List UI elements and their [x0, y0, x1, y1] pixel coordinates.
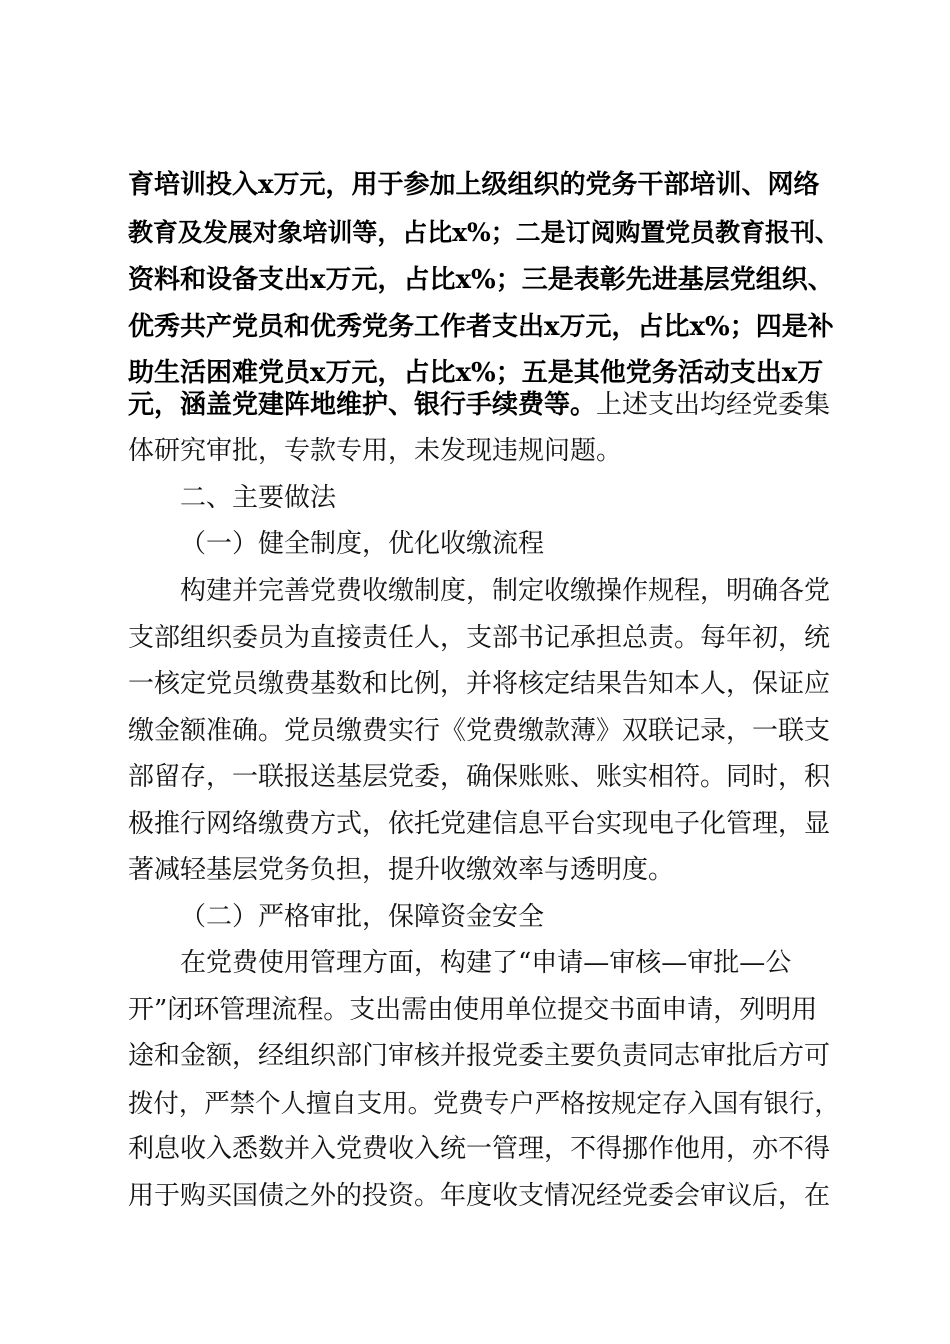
- text-line: 一核定党员缴费基数和比例，并将核定结果告知本人，保证应: [128, 669, 831, 699]
- text-line: 开”闭环管理流程。支出需由使用单位提交书面申请，列明用: [128, 995, 818, 1025]
- text-line: 部留存，一联报送基层党委，确保账账、账实相符。同时，积: [128, 762, 831, 792]
- text-line: 途和金额，经组织部门审核并报党委主要负责同志审批后方可: [128, 1041, 831, 1071]
- text-line: 用于购买国债之外的投资。年度收支情况经党委会审议后，在: [128, 1181, 831, 1211]
- subsection-heading: （二）严格审批，保障资金安全: [180, 902, 545, 932]
- text-line: 资料和设备支出x万元，占比x%；三是表彰先进基层党组织、: [128, 265, 834, 295]
- text-line: 育培训投入x万元，用于参加上级组织的党务干部培训、网络: [128, 170, 820, 200]
- text-line: 优秀共产党员和优秀党务工作者支出x万元，占比x%；四是补: [128, 312, 834, 342]
- text-line: 在党费使用管理方面，构建了“申请—审核—审批—公: [180, 948, 792, 978]
- text-line: 著减轻基层党务负担，提升收缴效率与透明度。: [128, 855, 675, 885]
- text-line: 极推行网络缴费方式，依托党建信息平台实现电子化管理，显: [128, 809, 831, 839]
- text-line: 支部组织委员为直接责任人，支部书记承担总责。每年初，统: [128, 623, 831, 653]
- text-line: 教育及发展对象培训等，占比x%；二是订阅购置党员教育报刊、: [128, 218, 840, 247]
- subsection-heading: （一）健全制度，优化收缴流程: [180, 529, 545, 559]
- text-line: 利息收入悉数并入党费收入统一管理，不得挪作他用，亦不得: [128, 1134, 831, 1164]
- text-line: [128, 388, 830, 424]
- text-span-bold: 元，涵盖党建阵地维护、银行手续费等。: [128, 390, 597, 420]
- text-line: 拨付，严禁个人擅自支用。党费专户严格按规定存入国有银行，: [128, 1088, 840, 1118]
- text-line: 体研究审批，专款专用，未发现违规问题。: [128, 436, 623, 466]
- text-line: 构建并完善党费收缴制度，制定收缴操作规程，明确各党: [180, 576, 831, 606]
- text-span: 上述支出均经党委集: [596, 390, 831, 420]
- text-line: 缴金额准确。党员缴费实行《党费缴款薄》双联记录，一联支: [128, 716, 831, 746]
- section-heading: 二、主要做法: [180, 483, 337, 513]
- text-line: 助生活困难党员x万元，占比x%；五是其他党务活动支出x万: [128, 358, 824, 388]
